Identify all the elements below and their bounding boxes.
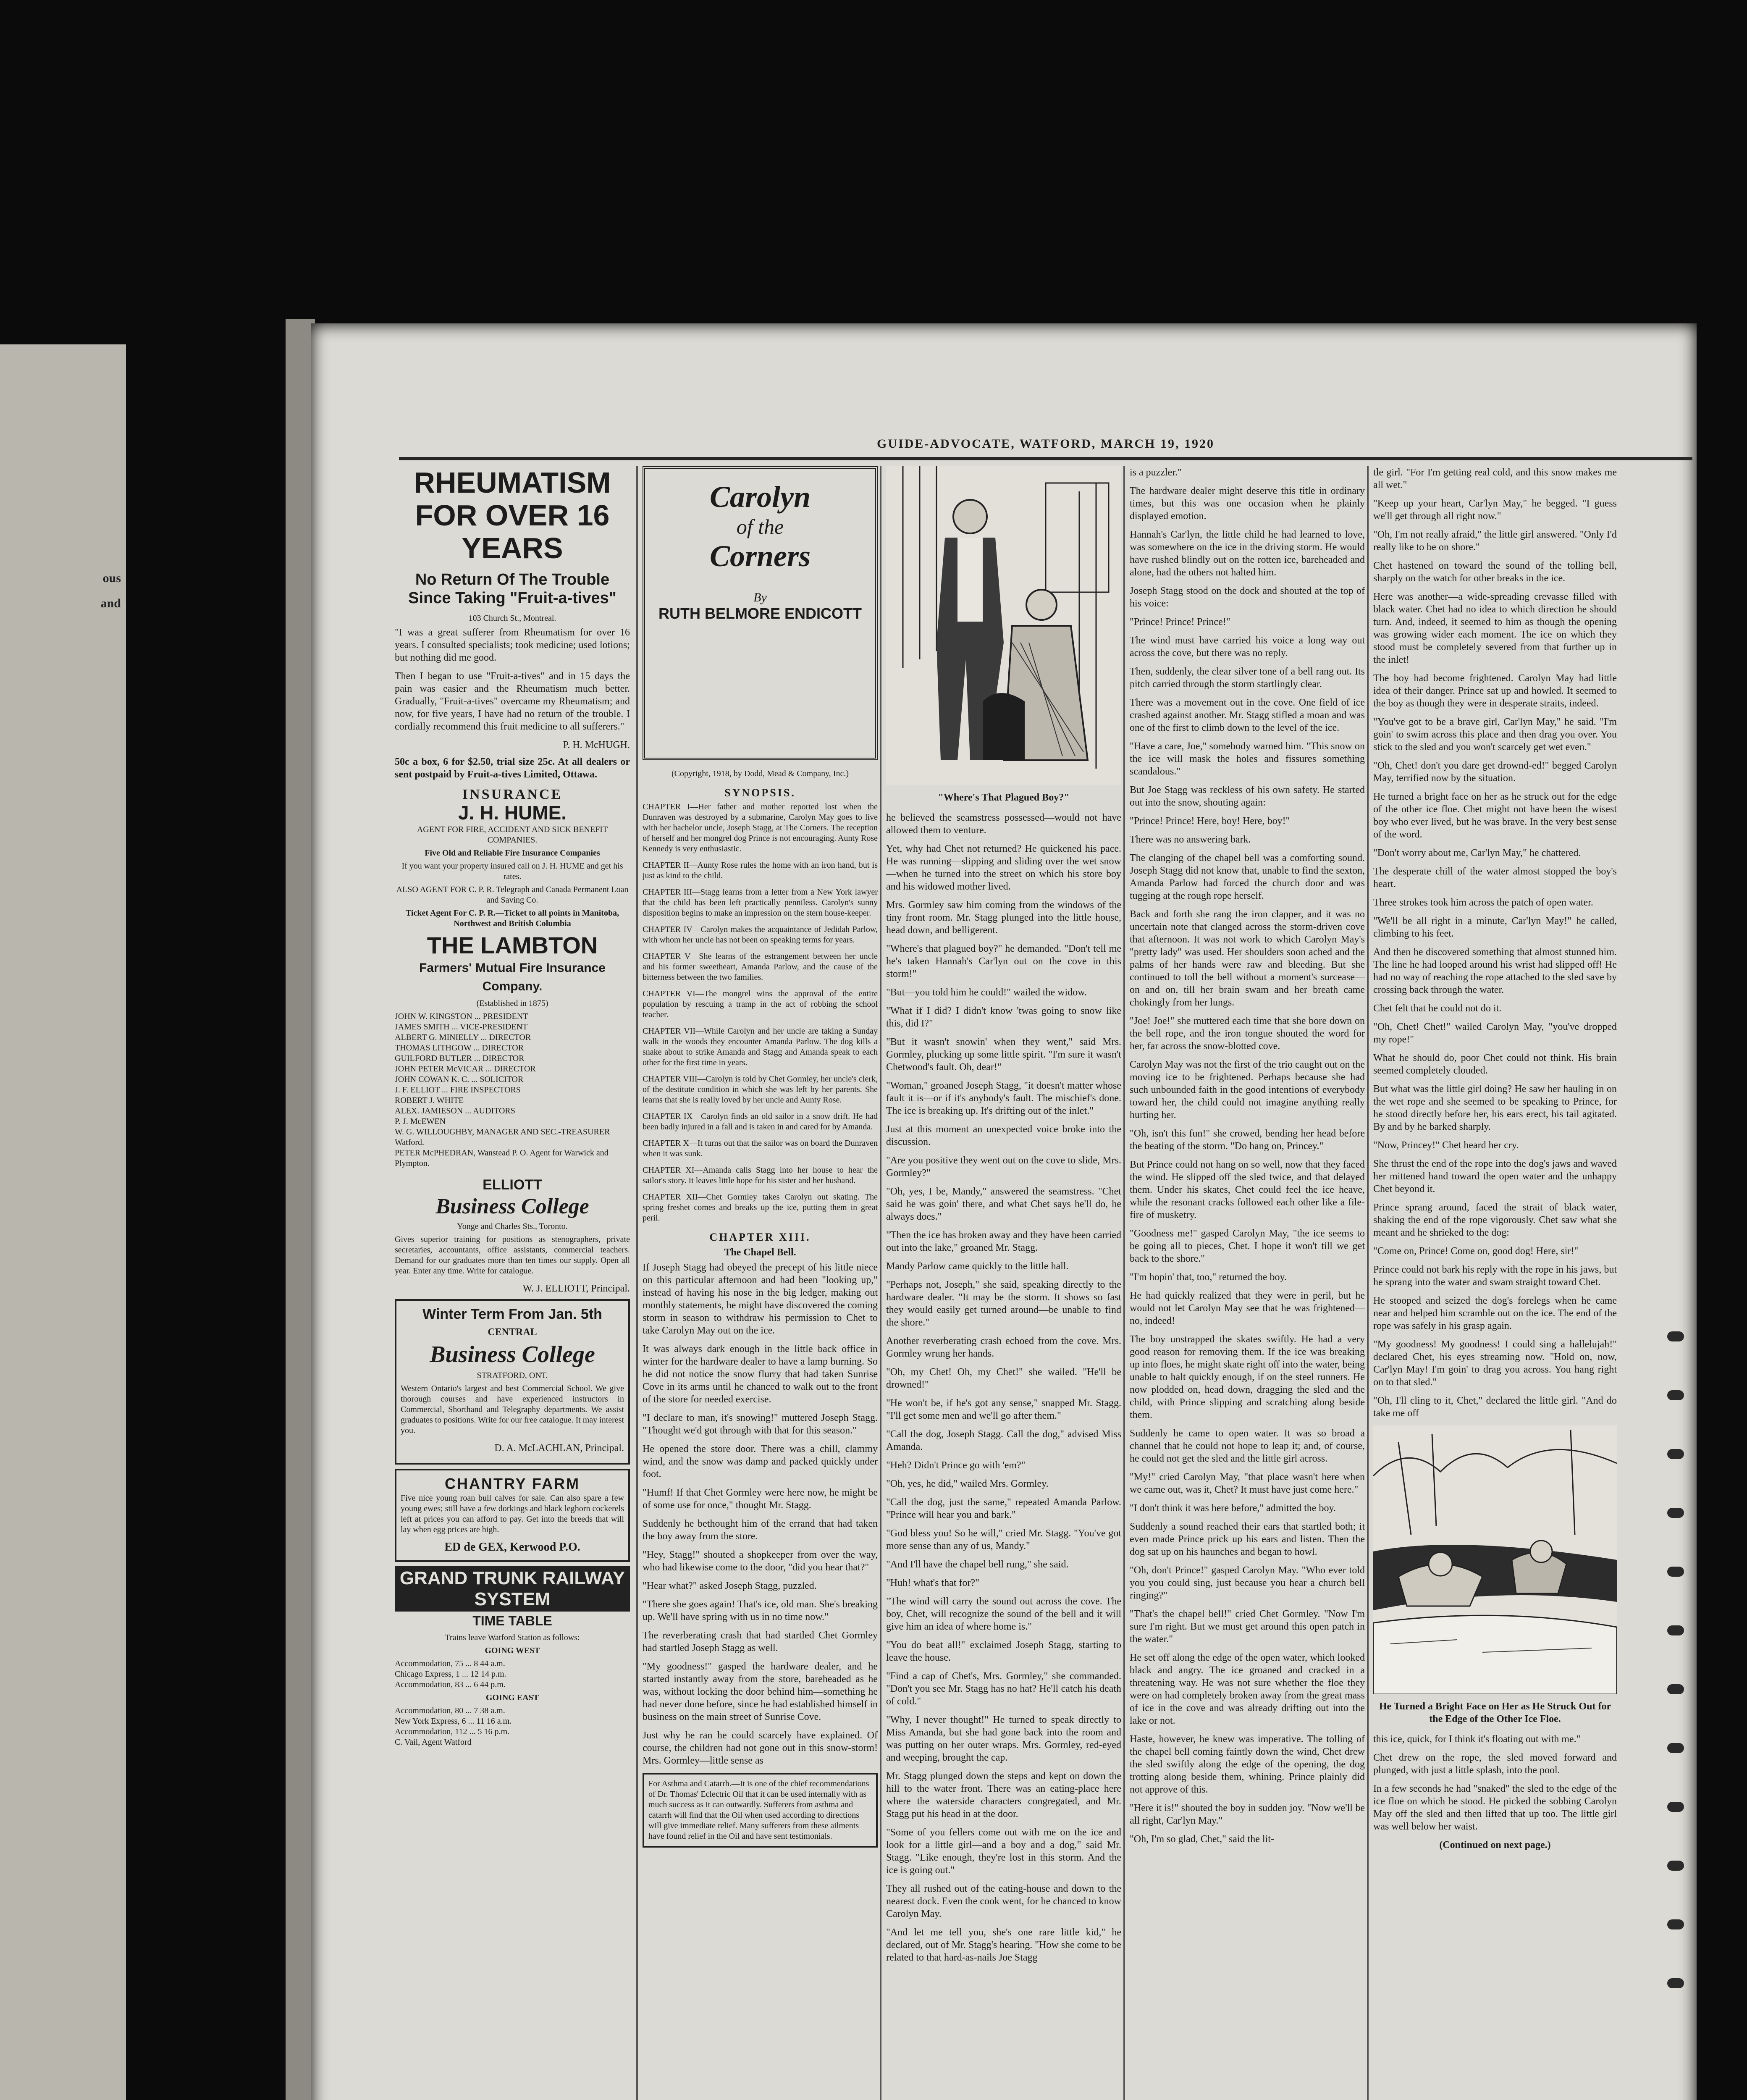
lambton-officers bbox=[395, 1011, 630, 1169]
time-table-title: TIME TABLE bbox=[472, 1613, 552, 1628]
officer-line: P. J. McEWEN bbox=[395, 1117, 446, 1126]
elliott-name: ELLIOTT bbox=[483, 1177, 542, 1193]
binding-hole bbox=[1667, 1919, 1684, 1929]
story-paragraph: He opened the store door. There was a chill, clammy wind, and the snow was damp and packed quickly under foot. bbox=[643, 1444, 878, 1480]
story-paragraph: "Call the dog, just the same," repeated Amanda Parlow. "Prince will hear you and bark." bbox=[886, 1497, 1121, 1520]
story-paragraph: The boy had become frightened. Carolyn May had little idea of their danger. Prince sat up and howled. It seemed to the boy as though they were in desperate straits, indeed. bbox=[1373, 673, 1617, 709]
story-author: RUTH BELMORE ENDICOTT bbox=[658, 605, 862, 622]
chantry-body: Five nice young roan bull calves for sale. Can also spare a few young ewes; still have a few dorkings and black leghorn cockerels left at prices you can afford to pay. Get into the breeds that will lay when egg prices are high. bbox=[401, 1494, 624, 1534]
east-row: C. Vail, Agent Watford bbox=[395, 1738, 472, 1747]
story-title: Corners bbox=[709, 539, 811, 573]
story-paragraph: "You do beat all!" exclaimed Joseph Stagg, starting to leave the house. bbox=[886, 1640, 1121, 1663]
story-paragraph: "Oh, I'm so glad, Chet," said the lit- bbox=[1130, 1834, 1274, 1845]
story-paragraph: She thrust the end of the rope into the dog's jaws and waved her mittened hand toward the open water and the unhappy Chet beyond it. bbox=[1373, 1158, 1617, 1194]
story-paragraph: "Don't worry about me, Car'lyn May," he chattered. bbox=[1373, 848, 1581, 858]
story-paragraph: Three strokes took him across the patch of open water. bbox=[1373, 897, 1593, 908]
rheumatism-body: "I was a great sufferer from Rheumatism for over 16 years. I consulted specialists; took medicine; used lotions; but nothing did me good. bbox=[395, 627, 630, 663]
story-paragraph: "Woman," groaned Joseph Stagg, "it doesn't matter whose fault it is—or if it's anybody's fault. The mischief's done. The ice is breaking up. It's drifting out of the inlet." bbox=[886, 1080, 1121, 1116]
story-paragraph: is a puzzler." bbox=[1130, 467, 1182, 478]
column-rule bbox=[880, 466, 881, 2100]
story-paragraph: Haste, however, he knew was imperative. The tolling of the chapel bell coming faintly down the wind, Chet drew the sled swiftly along the edge of the opening, the dog trotting along beside them, whining. Prince plainly did not approve of this. bbox=[1130, 1734, 1365, 1795]
story-paragraph: "My goodness! My goodness! I could sing a hallelujah!" declared Chet, his eyes streaming now. "Hold on, now, Car'lyn May! I'm goin' to drag you across. You hang right on to that sled." bbox=[1373, 1339, 1617, 1388]
synopsis-paragraph: CHAPTER X—It turns out that the sailor was on board the Dunraven when it was sunk. bbox=[643, 1139, 878, 1158]
story-paragraph: Chet felt that he could not do it. bbox=[1373, 1003, 1502, 1014]
binding-hole bbox=[1667, 1802, 1684, 1812]
synopsis-label: SYNOPSIS. bbox=[724, 787, 796, 799]
officer-line: JOHN W. KINGSTON ... PRESIDENT bbox=[395, 1012, 528, 1021]
story-paragraph: "Oh, I'll cling to it, Chet," declared the little girl. "And do take me off bbox=[1373, 1395, 1617, 1419]
story-paragraph: "What if I did? I didn't know 'twas going to snow like this, did I?" bbox=[886, 1005, 1121, 1029]
story-paragraph: "But—you told him he could!" wailed the widow. bbox=[886, 987, 1087, 998]
story-paragraph: But what was the little girl doing? He saw her hauling in on the wet rope and she seemed to be speaking to Prince, for he stood directly before her, his ears erect, his tail agitated. By and by he barked sharply. bbox=[1373, 1084, 1617, 1132]
story-paragraph: "Oh, Chet! Chet!" wailed Carolyn May, "you've dropped my rope!" bbox=[1373, 1021, 1617, 1045]
story-paragraph: "Keep up your heart, Car'lyn May," he begged. "I guess we'll get through all right now." bbox=[1373, 498, 1617, 522]
story-paragraph: "I declare to man, it's snowing!" muttered Joseph Stagg. "Thought we'd got through with that for this season." bbox=[643, 1412, 878, 1436]
story-paragraph: Chet drew on the rope, the sled moved forward and plunged, with just a little splash, into the pool. bbox=[1373, 1752, 1617, 1776]
synopsis-paragraph: CHAPTER V—She learns of the estrangement between her uncle and his former sweetheart, Amanda Parlow, and the cause of the bitterness between the two families. bbox=[643, 952, 878, 982]
insurance-label: INSURANCE bbox=[462, 787, 563, 802]
officer-line: THOMAS LITHGOW ... DIRECTOR bbox=[395, 1043, 524, 1053]
synopsis-paragraph: CHAPTER VIII—Carolyn is told by Chet Gormley, her uncle's clerk, of the destitute condition in which she was left by her parents. She learns that she is really loved by her uncle and Aunty Rose. bbox=[643, 1074, 878, 1105]
lambton-name: THE LAMBTON bbox=[427, 932, 598, 958]
column-rule bbox=[1123, 466, 1125, 2100]
chantry-farm-ad bbox=[395, 1469, 630, 1562]
officer-line: W. G. WILLOUGHBY, MANAGER AND SEC.-TREASURER Watford. bbox=[395, 1127, 610, 1147]
synopsis-paragraph: CHAPTER III—Stagg learns from a letter from a New York lawyer that the child has been left practically penniless. Carolyn's sunny disposition begins to make an impression on the stern house-keeper. bbox=[643, 887, 878, 918]
binding-hole bbox=[1667, 1567, 1684, 1577]
story-paragraph: "Goodness me!" gasped Carolyn May, "the ice seems to be going all to pieces, Chet. I hope it won't till we get back to the shore." bbox=[1130, 1228, 1365, 1264]
story-paragraph: Another reverberating crash echoed from the cove. Mrs. Gormley wrung her hands. bbox=[886, 1336, 1121, 1359]
story-paragraph: "But it wasn't snowin' when they went," said Mrs. Gormley, plucking up some little spirit. "I'm sure it wasn't Chetwood's fault. Oh, dear!" bbox=[886, 1037, 1121, 1073]
central-business-college-ad bbox=[395, 1299, 630, 1465]
story-paragraph: "Oh, isn't this fun!" she crowed, bending her head before the beating of the storm. "Do hang on, Princey." bbox=[1130, 1128, 1365, 1152]
binding-hole bbox=[1667, 1625, 1684, 1635]
elliott-signature: W. J. ELLIOTT, Principal. bbox=[522, 1283, 630, 1294]
grand-trunk-name: GRAND TRUNK RAILWAY SYSTEM bbox=[395, 1566, 630, 1612]
central-label: CENTRAL bbox=[488, 1327, 537, 1338]
story-illustration-2 bbox=[1373, 1425, 1617, 1694]
story-paragraph: "Hear what?" asked Joseph Stagg, puzzled. bbox=[643, 1580, 817, 1591]
story-paragraph: "Find a cap of Chet's, Mrs. Gormley," she commanded. "Don't you see Mr. Stagg has no hat? He'll catch his death of cold." bbox=[886, 1671, 1121, 1707]
copyright-line: (Copyright, 1918, by Dodd, Mead & Company, Inc.) bbox=[672, 769, 849, 778]
chapter-number: CHAPTER XIII. bbox=[709, 1231, 811, 1243]
binding-hole bbox=[1667, 1331, 1684, 1341]
story-title: of the bbox=[736, 515, 784, 538]
story-paragraph: Back and forth she rang the iron clapper, and it was no uncertain note that clanged across the storm-driven cove that afternoon. It was not work to which Carolyn May's "pretty lady" was used. Her shoulders soon ached and the palms of her hands were raw and bleeding. But she continued to toll the bell without a moment's surcease—on and on, till her brain swam and her breath came chokingly from her lungs. bbox=[1130, 909, 1365, 1008]
masthead: GUIDE-ADVOCATE, WATFORD, MARCH 19, 1920 bbox=[877, 437, 1215, 451]
story-paragraph: In a few seconds he had "snaked" the sled to the edge of the ice floe on which he stood. He picked the sobbing Carolyn May off the sled and then lifted that up too. The little girl was well below her waist. bbox=[1373, 1783, 1617, 1832]
header-rule bbox=[399, 457, 1692, 460]
lambton-sub: Farmers' Mutual Fire Insurance Company. bbox=[419, 961, 606, 993]
story-paragraph: Mrs. Gormley saw him coming from the windows of the tiny front room. Mr. Stagg plunged into the little house, head down, and belligerent. bbox=[886, 900, 1121, 936]
story-paragraph: Just at this moment an unexpected voice broke into the discussion. bbox=[886, 1124, 1121, 1147]
east-row: New York Express, 6 ... 11 16 a.m. bbox=[395, 1717, 512, 1726]
story-paragraph: "That's the chapel bell!" cried Chet Gormley. "Now I'm sure I'm right. But we must get around this open patch in the water." bbox=[1130, 1609, 1365, 1645]
story-paragraph: Then, suddenly, the clear silver tone of a bell rang out. Its pitch carried through the storm startlingly clear. bbox=[1130, 666, 1365, 690]
story-paragraph: "Where's that plagued boy?" he demanded. "Don't tell me he's taken Hannah's Car'lyn out on the cove in this storm!" bbox=[886, 943, 1121, 979]
binding-hole bbox=[1667, 1743, 1684, 1753]
west-row: Accommodation, 83 ... 6 44 p.m. bbox=[395, 1680, 506, 1689]
story-illustration-1 bbox=[886, 466, 1121, 785]
story-paragraph: "Huh! what's that for?" bbox=[886, 1578, 979, 1588]
story-paragraph: "Here it is!" shouted the boy in sudden joy. "Now we'll be all right, Car'lyn May." bbox=[1130, 1803, 1365, 1826]
west-row: Accommodation, 75 ... 8 44 a.m. bbox=[395, 1659, 505, 1668]
continued-note: (Continued on next page.) bbox=[1439, 1840, 1551, 1851]
officer-line: JOHN PETER McVICAR ... DIRECTOR bbox=[395, 1064, 536, 1074]
lambton-established: (Established in 1875) bbox=[476, 999, 548, 1008]
story-paragraph: "I don't think it was here before," admitted the boy. bbox=[1130, 1503, 1336, 1514]
binding-hole bbox=[1667, 1508, 1684, 1518]
story-paragraph: But Joe Stagg was reckless of his own safety. He started out into the snow, shouting again: bbox=[1130, 785, 1365, 808]
story-paragraph: "Prince! Prince! Here, boy! Here, boy!" bbox=[1130, 816, 1290, 827]
story-paragraph: "We'll be all right in a minute, Car'lyn May!" he called, climbing to his feet. bbox=[1373, 916, 1617, 939]
synopsis-paragraph: CHAPTER I—Her father and mother reported lost when the Dunraven was destroyed by a submarine, Carolyn May goes to live with her bachelor uncle, Joseph Stagg, at The Corners. The reception of herself and her mongrel dog Prince is not encouraging. Aunty Rose Kennedy is very enthusiastic. bbox=[643, 802, 878, 853]
story-paragraph: "Heh? Didn't Prince go with 'em?" bbox=[886, 1460, 1026, 1471]
story-paragraph: "Oh, yes, I be, Mandy," answered the seamstress. "Chet said he was goin' there, and what Chet says he'll do, he always does." bbox=[886, 1186, 1121, 1222]
story-paragraph: Here was another—a wide-spreading crevasse filled with black water. Chet had no idea to which direction he should turn. And, indeed, it seemed to him as though the opening was growing wider each moment. The ice on which they stood must be completely severed from that further up in the inlet! bbox=[1373, 591, 1617, 665]
central-school: Business College bbox=[430, 1341, 595, 1368]
story-paragraph: What he should do, poor Chet could not think. His brain seemed completely clouded. bbox=[1373, 1053, 1617, 1076]
binding-hole bbox=[1667, 1390, 1684, 1400]
story-paragraph: "God bless you! So he will," cried Mr. Stagg. "You've got more sense than any of us, Mandy." bbox=[886, 1528, 1121, 1551]
story-paragraph: "Call the dog, Joseph Stagg. Call the dog," advised Miss Amanda. bbox=[886, 1429, 1121, 1452]
story-paragraph: "Now, Princey!" Chet heard her cry. bbox=[1373, 1140, 1519, 1151]
west-row: Chicago Express, 1 ... 12 14 p.m. bbox=[395, 1670, 506, 1679]
story-column-2 bbox=[886, 466, 1121, 2100]
story-paragraph: "I'm hopin' that, too," returned the boy. bbox=[1130, 1272, 1287, 1283]
east-row: Accommodation, 112 ... 5 16 p.m. bbox=[395, 1727, 510, 1736]
story-paragraph: There was no answering bark. bbox=[1130, 834, 1251, 845]
story-paragraph: He stooped and seized the dog's forelegs when he came near and helped him scramble out on the ice. The end of the rope was safely in his grasp again. bbox=[1373, 1295, 1617, 1331]
illustration-caption: "Where's That Plagued Boy?" bbox=[938, 792, 1070, 803]
story-paragraph: "My!" cried Carolyn May, "that place wasn't here when we came out, was it, Chet? It must have just come here." bbox=[1130, 1472, 1365, 1495]
binding-hole bbox=[1667, 1978, 1684, 1988]
story-paragraph: "Oh, my Chet! Oh, my Chet!" she wailed. "He'll be drowned!" bbox=[886, 1367, 1121, 1390]
adjacent-page-strip bbox=[0, 344, 126, 2100]
story-paragraph: But Prince could not hang on so well, now that they faced the wind. He slipped off the sled twice, and that delayed them. Under his skates, Chet could feel the ice heave, while the resonant cracks followed each other like a file-fire of musketry. bbox=[1130, 1159, 1365, 1221]
story-title-box bbox=[643, 466, 878, 760]
asthma-ad: For Asthma and Catarrh.—It is one of the chief recommendations of Dr. Thomas' Eclectric Oil that it can be used internally with as much success as it can outwardly. Sufferers from asthma and catarrh will find that the Oil when used according to directions will give immediate relief. Many sufferers from these ailments have found relief in the Oil and have sent testimonials. bbox=[643, 1773, 878, 1848]
going-west-label: GOING WEST bbox=[485, 1646, 540, 1655]
officer-line: JAMES SMITH ... VICE-PRESIDENT bbox=[395, 1022, 528, 1032]
story-paragraph: "Have a care, Joe," somebody warned him. "This snow on the ice will mask the holes and fissures something scandalous." bbox=[1130, 741, 1365, 777]
story-paragraph: "Are you positive they went out on the cove to slide, Mrs. Gormley?" bbox=[886, 1155, 1121, 1179]
central-signature: D. A. McLACHLAN, Principal. bbox=[494, 1443, 624, 1454]
illustration-caption: He Turned a Bright Face on Her as He Struck Out for the Edge of the Other Ice Floe. bbox=[1379, 1701, 1611, 1725]
officer-line: ROBERT J. WHITE bbox=[395, 1096, 464, 1105]
story-paragraph: "Then the ice has broken away and they have been carried out into the lake," groaned Mr. Stagg. bbox=[886, 1230, 1121, 1253]
story-paragraph: "Why, I never thought!" He turned to speak directly to Miss Amanda, but she had gone back into the room and was putting on her outer wraps. Mrs. Gormley, red-eyed and weeping, brought the cap. bbox=[886, 1714, 1121, 1763]
story-paragraph: Mr. Stagg plunged down the steps and kept on down the hill to the water front. There was an eating-place here where the waterside characters congregated, and Mr. Stagg put his head in at the door. bbox=[886, 1771, 1121, 1819]
officer-line: GUILFORD BUTLER ... DIRECTOR bbox=[395, 1054, 525, 1063]
insurance-line: If you want your property insured call on J. H. HUME and get his rates. bbox=[401, 861, 623, 881]
officer-line: ALBERT G. MINIELLY ... DIRECTOR bbox=[395, 1033, 531, 1042]
story-title: Carolyn bbox=[709, 480, 811, 514]
chantry-signature: ED de GEX, Kerwood P.O. bbox=[444, 1541, 580, 1554]
story-paragraph: He set off along the edge of the open water, which looked black and angry. The ice groaned and cracked in a threatening way. He was not sure whether the floe they were on had completely broken away from the great mass of ice in the cove and was already drifting out into the lake or not. bbox=[1130, 1652, 1365, 1726]
story-paragraph: tle girl. "For I'm getting real cold, and this snow makes me all wet." bbox=[1373, 467, 1617, 491]
story-paragraph: And then he discovered something that almost stunned him. The line he had looped around his wrist had slipped off! He had no way of reaching the rope attached to the sled save by crossing back through the water. bbox=[1373, 947, 1617, 995]
strip-word: ous bbox=[102, 571, 121, 585]
story-paragraph: "Perhaps not, Joseph," she said, speaking directly to the hardware dealer. "It may be the storm. It shows so fast they would easily get turned around—be unable to find the shore." bbox=[886, 1279, 1121, 1328]
synopsis-paragraph: CHAPTER XI—Amanda calls Stagg into her house to hear the sailor's story. It leaves little hope for his sister and her husband. bbox=[643, 1166, 878, 1185]
story-paragraph: Yet, why had Chet not returned? He quickened his pace. He was running—slipping and sliding over the wet snow—when he turned into the street on which his store boy and his widowed mother lived. bbox=[886, 843, 1121, 892]
story-paragraph: Mandy Parlow came quickly to the little hall. bbox=[886, 1261, 1069, 1272]
chantry-name: CHANTRY FARM bbox=[445, 1475, 580, 1492]
story-paragraph: Suddenly he came to open water. It was so broad a channel that he could not hope to leap it; and, of course, he could not get the sled and the little girl across. bbox=[1130, 1428, 1365, 1464]
story-paragraph: "There she goes again! That's ice, old man. She's breaking up. We'll have spring with us in no time now." bbox=[643, 1599, 878, 1622]
story-paragraph: There was a movement out in the cove. One field of ice crashed against another. Mr. Stagg stifled a moan and was one of the first to climb down to the level of the ice. bbox=[1130, 697, 1365, 733]
synopsis-paragraph: CHAPTER IV—Carolyn makes the acquaintance of Jedidah Parlow, with whom her uncle has not been on speaking terms for years. bbox=[643, 925, 878, 945]
story-paragraph: Hannah's Car'lyn, the little child he had learned to love, was somewhere on the ice in the driving storm. He would have rushed blindly out on the rotten ice, bareheaded and alone, had the others not halted him. bbox=[1130, 529, 1365, 578]
insurance-line: Five Old and Reliable Fire Insurance Companies bbox=[425, 848, 600, 858]
story-paragraph: The wind must have carried his voice a long way out across the cove, but there was no reply. bbox=[1130, 635, 1365, 659]
going-east-label: GOING EAST bbox=[485, 1693, 539, 1702]
east-row: Accommodation, 80 ... 7 38 a.m. bbox=[395, 1706, 505, 1715]
elliott-location: Yonge and Charles Sts., Toronto. bbox=[457, 1222, 568, 1231]
insurance-line: Ticket Agent For C. P. R.—Ticket to all points in Manitoba, Northwest and British Columbia bbox=[405, 908, 619, 928]
strip-word: and bbox=[100, 596, 121, 610]
story-paragraph: "Oh, don't Prince!" gasped Carolyn May. "Who ever told you you could sing, just because you hear a church bell ringing?" bbox=[1130, 1565, 1365, 1601]
newspaper-page bbox=[311, 323, 1697, 2100]
story-paragraph: Chet hastened on toward the sound of the tolling bell, sharply on the watch for other breaks in the ice. bbox=[1373, 560, 1617, 584]
officer-line: JOHN COWAN K. C. ... SOLICITOR bbox=[395, 1075, 524, 1084]
elliott-school: Business College bbox=[435, 1194, 589, 1218]
rheumatism-signature: P. H. McHUGH. bbox=[563, 740, 630, 751]
central-town: STRATFORD, ONT. bbox=[477, 1371, 548, 1380]
story-paragraph: He had quickly realized that they were in peril, but he would not let Carolyn May see that he was frightened—no, indeed! bbox=[1130, 1290, 1365, 1326]
story-paragraph: Suddenly a sound reached their ears that startled both; it even made Prince prick up his ears and listen. Then the dog sat up on his haunches and began to howl. bbox=[1130, 1521, 1365, 1557]
insurance-line: ALSO AGENT FOR C. P. R. Telegraph and Canada Permanent Loan and Saving Co. bbox=[396, 885, 629, 905]
officer-line: ALEX. JAMIESON ... AUDITORS bbox=[395, 1106, 515, 1116]
story-paragraph: The desperate chill of the water almost stopped the boy's heart. bbox=[1373, 866, 1617, 890]
story-paragraph: The clanging of the chapel bell was a comforting sound. Joseph Stagg did not know that, unable to find the sexton, Amanda Parlow had forced the church door and was tugging at the rough rope herself. bbox=[1130, 853, 1365, 901]
insurance-agent-name: J. H. HUME. bbox=[458, 802, 567, 824]
story-paragraph: "Hey, Stagg!" shouted a shopkeeper from over the way, who had likewise come to the door, "did you hear that?" bbox=[643, 1549, 878, 1573]
rheumatism-headline: RHEUMATISM FOR OVER 16 YEARS bbox=[414, 466, 611, 564]
story-paragraph: "And I'll have the chapel bell rung," she said. bbox=[886, 1559, 1069, 1570]
story-paragraph: "Prince! Prince! Prince!" bbox=[1130, 617, 1230, 627]
officer-line: J. F. ELLIOT ... FIRE INSPECTORS bbox=[395, 1085, 521, 1095]
story-paragraph: "Oh, I'm not really afraid," the little girl answered. "Only I'd really like to be on shore." bbox=[1373, 529, 1617, 553]
binding-hole bbox=[1667, 1684, 1684, 1694]
story-paragraph: "He won't be, if he's got any sense," snapped Mr. Stagg. "I'll get some men and we'll go after them." bbox=[886, 1398, 1121, 1421]
story-paragraph: Just why he ran he could scarcely have explained. Of course, the children had not gone out in this snow-storm! Mrs. Gormley—little sense as bbox=[643, 1730, 878, 1766]
story-paragraph: They all rushed out of the eating-house and down to the nearest dock. Even the cook went, for he chanced to know Carolyn May. bbox=[886, 1883, 1121, 1919]
rheumatism-subhead: No Return Of The Trouble Since Taking "Fruit-a-tives" bbox=[408, 571, 616, 607]
story-paragraph: The hardware dealer might deserve this title in ordinary times, but this was one occasion when he plainly displayed emotion. bbox=[1130, 486, 1365, 522]
story-paragraph: Prince sprang around, faced the strait of black water, shaking the end of the rope vigorously. Chet saw what she meant and he shrieked to the dog: bbox=[1373, 1202, 1617, 1238]
binding-hole bbox=[1667, 1861, 1684, 1871]
officer-line: PETER McPHEDRAN, Wanstead P. O. Agent for Warwick and Plympton. bbox=[395, 1148, 609, 1168]
story-paragraph: "Come on, Prince! Come on, good dog! Here, sir!" bbox=[1373, 1246, 1579, 1257]
synopsis-paragraph: CHAPTER VII—While Carolyn and her uncle are taking a Sunday walk in the woods they encounter Amanda Parlow. The dog kills a snake about to strike Amanda and Stagg and Amanda speak to each other for the first time in years. bbox=[643, 1026, 878, 1067]
elliott-body: Gives superior training for positions as stenographers, private secretaries, accountants, office assistants, commercial teachers. Demand for our graduates more than ten times our supply. Open all year. Enter any time. Write for catalogue. bbox=[395, 1235, 630, 1276]
synopsis-paragraph: CHAPTER VI—The mongrel wins the approval of the entire population by rescuing a tramp in the act of robbing the school teacher. bbox=[643, 989, 878, 1019]
rheumatism-price: 50c a box, 6 for $2.50, trial size 25c. At all dealers or sent postpaid by Fruit-a-tives Limited, Ottawa. bbox=[395, 756, 630, 780]
story-by: By bbox=[753, 591, 767, 604]
story-paragraph: The reverberating crash that had startled Chet Gormley had startled Joseph Stagg as well. bbox=[643, 1630, 878, 1654]
story-paragraph: "The wind will carry the sound out across the cove. The boy, Chet, will recognize the sound of the bell and it will give him an idea of where home is." bbox=[886, 1596, 1121, 1632]
story-paragraph: If Joseph Stagg had obeyed the precept of his little niece on this particular afternoon and had been "looking up," instead of having his nose in the big ledger, making out monthly statements, he might have discovered the coming storm in season to withdraw his permission to Chet to take Carolyn May out on the ice. bbox=[643, 1262, 878, 1336]
chapter-title: The Chapel Bell. bbox=[724, 1247, 796, 1258]
central-term: Winter Term From Jan. 5th bbox=[422, 1306, 602, 1322]
story-paragraph: It was always dark enough in the little back office in winter for the hardware dealer to have a lamp burning. So he did not notice the snow flurry that had taken Sunrise Cove in its arms until he chanced to walk out to the front of the store for needed exercise. bbox=[643, 1344, 878, 1405]
story-paragraph: He turned a bright face on her as he struck out for the edge of the other ice floe. Chet might not have been the wisest boy who ever lived, but he was brave. In the very best sense of the word. bbox=[1373, 791, 1617, 840]
central-body: Western Ontario's largest and best Commercial School. We give thorough courses and have experienced instructors in Commercial, Shorthand and Telegraphy departments. We assist graduates to positions. Write for our free catalogue. It may interest you. bbox=[401, 1384, 624, 1435]
ad-column bbox=[395, 466, 630, 2100]
time-table-intro: Trains leave Watford Station as follows: bbox=[445, 1633, 580, 1642]
binding-holes bbox=[1667, 1331, 1692, 2100]
story-column-4 bbox=[1373, 466, 1617, 2100]
synopsis-paragraph: CHAPTER XII—Chet Gormley takes Carolyn out skating. The spring freshet comes and breaks up the ice, putting them in great peril. bbox=[643, 1192, 878, 1223]
column-rule bbox=[636, 466, 638, 2100]
synopsis bbox=[643, 802, 878, 1223]
rheumatism-address: 103 Church St., Montreal. bbox=[468, 614, 556, 623]
story-paragraph: this ice, quick, for I think it's floating out with me." bbox=[1373, 1734, 1581, 1745]
synopsis-paragraph: CHAPTER IX—Carolyn finds an old sailor in a snow drift. He had been badly injured in a fall and is taken in and cared for by Amanda. bbox=[643, 1112, 878, 1131]
story-paragraph: "Oh, Chet! don't you dare get drownd-ed!" begged Carolyn May, terrified now by the situation. bbox=[1373, 760, 1617, 784]
insurance-agent-line: AGENT FOR FIRE, ACCIDENT AND SICK BENEFIT COMPANIES. bbox=[417, 825, 608, 845]
story-paragraph: he believed the seamstress possessed—would not have allowed them to venture. bbox=[886, 812, 1121, 836]
rheumatism-body: Then I began to use "Fruit-a-tives" and in 15 days the pain was easier and the Rheumatism much better. Gradually, "Fruit-a-tives" overcame my Rheumatism; and now, for five years, I have had no return of the trouble. I cordially recommend this fruit medicine to all sufferers." bbox=[395, 671, 630, 732]
story-paragraph: "My goodness!" gasped the hardware dealer, and he started instantly away from the store, bareheaded as he was, without locking the door behind him—something he had never done before, since he had established himself in business on the main street of Sunrise Cove. bbox=[643, 1661, 878, 1722]
story-paragraph: Joseph Stagg stood on the dock and shouted at the top of his voice: bbox=[1130, 585, 1365, 609]
story-column-1 bbox=[643, 466, 878, 2100]
story-column-3 bbox=[1130, 466, 1365, 2100]
story-paragraph: Suddenly he bethought him of the errand that had taken the boy away from the store. bbox=[643, 1518, 878, 1542]
story-paragraph: "Joe! Joe!" she muttered each time that she bore down on the bell rope, and the iron tongue shouted the word for her, far across the snow-blotted cove. bbox=[1130, 1016, 1365, 1052]
binding-hole bbox=[1667, 1449, 1684, 1459]
story-paragraph: "Some of you fellers come out with me on the ice and look for a little girl—and a boy and a dog," said Mr. Stagg. "Like enough, they're lost in this storm. And the ice is going out." bbox=[886, 1827, 1121, 1876]
story-paragraph: "Oh, yes, he did," wailed Mrs. Gormley. bbox=[886, 1478, 1049, 1489]
synopsis-paragraph: CHAPTER II—Aunty Rose rules the home with an iron hand, but is just as kind to the child. bbox=[643, 861, 878, 880]
story-paragraph: The boy unstrapped the skates swiftly. He had a very good reason for removing them. If the ice was breaking up into floes, he might skate right off into the water, being unable to halt quickly enough, if on the steel runners. He now plodded on, head down, dragging the sled and the child, with Prince slipping and scratching along beside them. bbox=[1130, 1334, 1365, 1420]
story-paragraph: Prince could not bark his reply with the rope in his jaws, but he sprang into the water and swam straight toward Chet. bbox=[1373, 1264, 1617, 1288]
story-paragraph: "You've got to be a brave girl, Car'lyn May," he said. "I'm goin' to swim across this place and then drag you over. You stick to the sled and you won't scarcely get wet even." bbox=[1373, 717, 1617, 753]
story-paragraph: "And let me tell you, she's one rare little kid," he declared, out of Mr. Stagg's hearing. "How she come to be related to that hard-as-nails Joe Stagg bbox=[886, 1927, 1121, 1963]
story-paragraph: "Humf! If that Chet Gormley were here now, he might be of some use for once," thought Mr. Stagg. bbox=[643, 1487, 878, 1511]
column-rule bbox=[1367, 466, 1369, 2100]
story-paragraph: Carolyn May was not the first of the trio caught out on the moving ice to be frightened. Perhaps because she had such unbounded faith in the good intentions of everybody toward her, the child could not imagine anything really hurting her. bbox=[1130, 1059, 1365, 1121]
